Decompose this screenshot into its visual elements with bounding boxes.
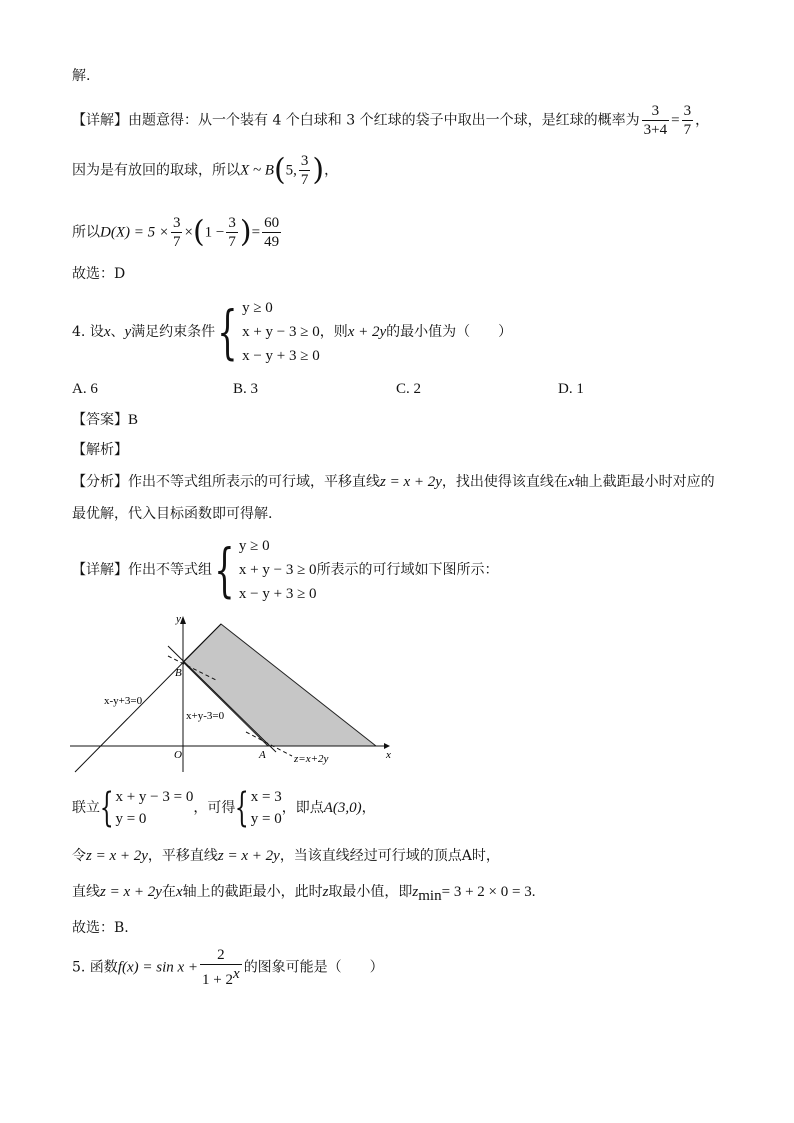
option-c[interactable]: C. 2 (396, 381, 422, 397)
feasible-region-figure (70, 610, 400, 778)
constraint-system: { y ≥ 0 x + y − 3 ≥ 0 x − y + 3 ≥ 0 (217, 298, 320, 366)
line2-label: x+y-3=0 (186, 710, 225, 722)
feasible-region (183, 624, 376, 746)
solve-line: 联立 { x + y − 3 = 0 y = 0 ，可得 { x = 3 y = 0 ，即点A(3,0)， (72, 785, 376, 831)
question-4: 4. 设x、y满足约束条件 { y ≥ 0 x + y − 3 ≥ 0 x − y + 3 ≥ 0 ，则x + 2y的最小值为（ ） (72, 298, 513, 366)
fraction-3-over-7-d: $\frac{3}{7}$ (228, 215, 236, 250)
detail-tag: 【详解】 (72, 112, 128, 129)
objective-label: z=x+2y (294, 753, 329, 765)
objective-line-text: 令z = x + 2y，平移直线z = x + 2y，当该直线经过可行域的顶点A时， (72, 848, 500, 864)
detail1-text: 由题意得：从一个装有 4 个白球和 3 个红球的袋子中取出一个球，是红球的概率为 (128, 112, 640, 129)
answer-d-line: 故选：D (72, 266, 126, 282)
minimum-line: 直线z = x + 2y在x轴上的截距最小，此时z取最小值，即$z_{min}= 3 + 2 \times 0 = 3$. (72, 884, 536, 904)
binomial-line: 因为是有放回的取球，所以X ~ B(5, $\frac{3}{7}$ )， (72, 152, 339, 188)
option-d[interactable]: D. 1 (558, 381, 584, 397)
analysis-tag: 【解析】 (72, 442, 128, 458)
detail-line-2: 【详解】作出不等式组 { y ≥ 0 x + y − 3 ≥ 0 x − y + 3 ≥ 0 所表示的可行域如下图所示： (72, 536, 499, 604)
analysis-line-1: 【分析】作出不等式组所表示的可行域，平移直线z = x + 2y，找出使得该直线在x轴上截距最小时对应的 (72, 474, 715, 490)
origin-label: O (174, 749, 182, 761)
fraction-2-over-1plus2x: $\frac{2}{1 + 2^x}$ (202, 947, 240, 988)
y-axis-arrow (180, 616, 186, 624)
option-b[interactable]: B. 3 (233, 381, 259, 397)
detail-line-1: 【详解】由题意得：从一个装有 4 个白球和 3 个红球的袋子中取出一个球，是红球的概率为 $\frac{3}{3+4}$ = $\frac{3}{7}$ ， (72, 103, 710, 138)
answer-line: 【答案】B (72, 412, 139, 428)
answer-b-line: 故选：B. (72, 920, 129, 936)
variance-line: 所以D(X) = 5 × $\frac{3}{7}$ ×(1 − $\frac{3}{7}$ )= $\frac{60}{49}$ (72, 214, 280, 250)
fraction-3-over-7-b: $\frac{3}{7}$ (300, 153, 309, 188)
analysis-line-2: 最优解，代入目标函数即可得解. (72, 506, 273, 522)
y-axis-label: y (176, 613, 181, 625)
fraction-3-over-7-c: $\frac{3}{7}$ (172, 215, 181, 250)
x-axis-label: x (386, 749, 391, 761)
point-b-label: B (175, 667, 182, 679)
fraction-60-over-49: $\frac{60}{49}$ (264, 215, 280, 250)
fraction-3-over-7: $\frac{3}{7}$ (683, 103, 692, 138)
constraint-system-2: { y ≥ 0 x + y − 3 ≥ 0 x − y + 3 ≥ 0 (214, 536, 317, 604)
binomial-expr: X ~ B (240, 162, 274, 179)
line1-label: x-y+3=0 (104, 695, 143, 707)
question-5: 5. 函数f(x) = sin x + $\frac{2}{1 + 2^x}$ 的图象可能是（ ） (72, 947, 384, 988)
line-jie: 解. (72, 68, 91, 84)
system-b: { x = 3 y = 0 (235, 785, 282, 831)
option-a[interactable]: A. 6 (72, 381, 98, 397)
fraction-3-over-3plus4: $\frac{3}{3+4}$ (643, 103, 668, 138)
system-a: { x + y − 3 = 0 y = 0 (99, 785, 194, 831)
point-a-label: A (259, 749, 266, 761)
line-x-minus-y-plus-3 (75, 624, 221, 772)
